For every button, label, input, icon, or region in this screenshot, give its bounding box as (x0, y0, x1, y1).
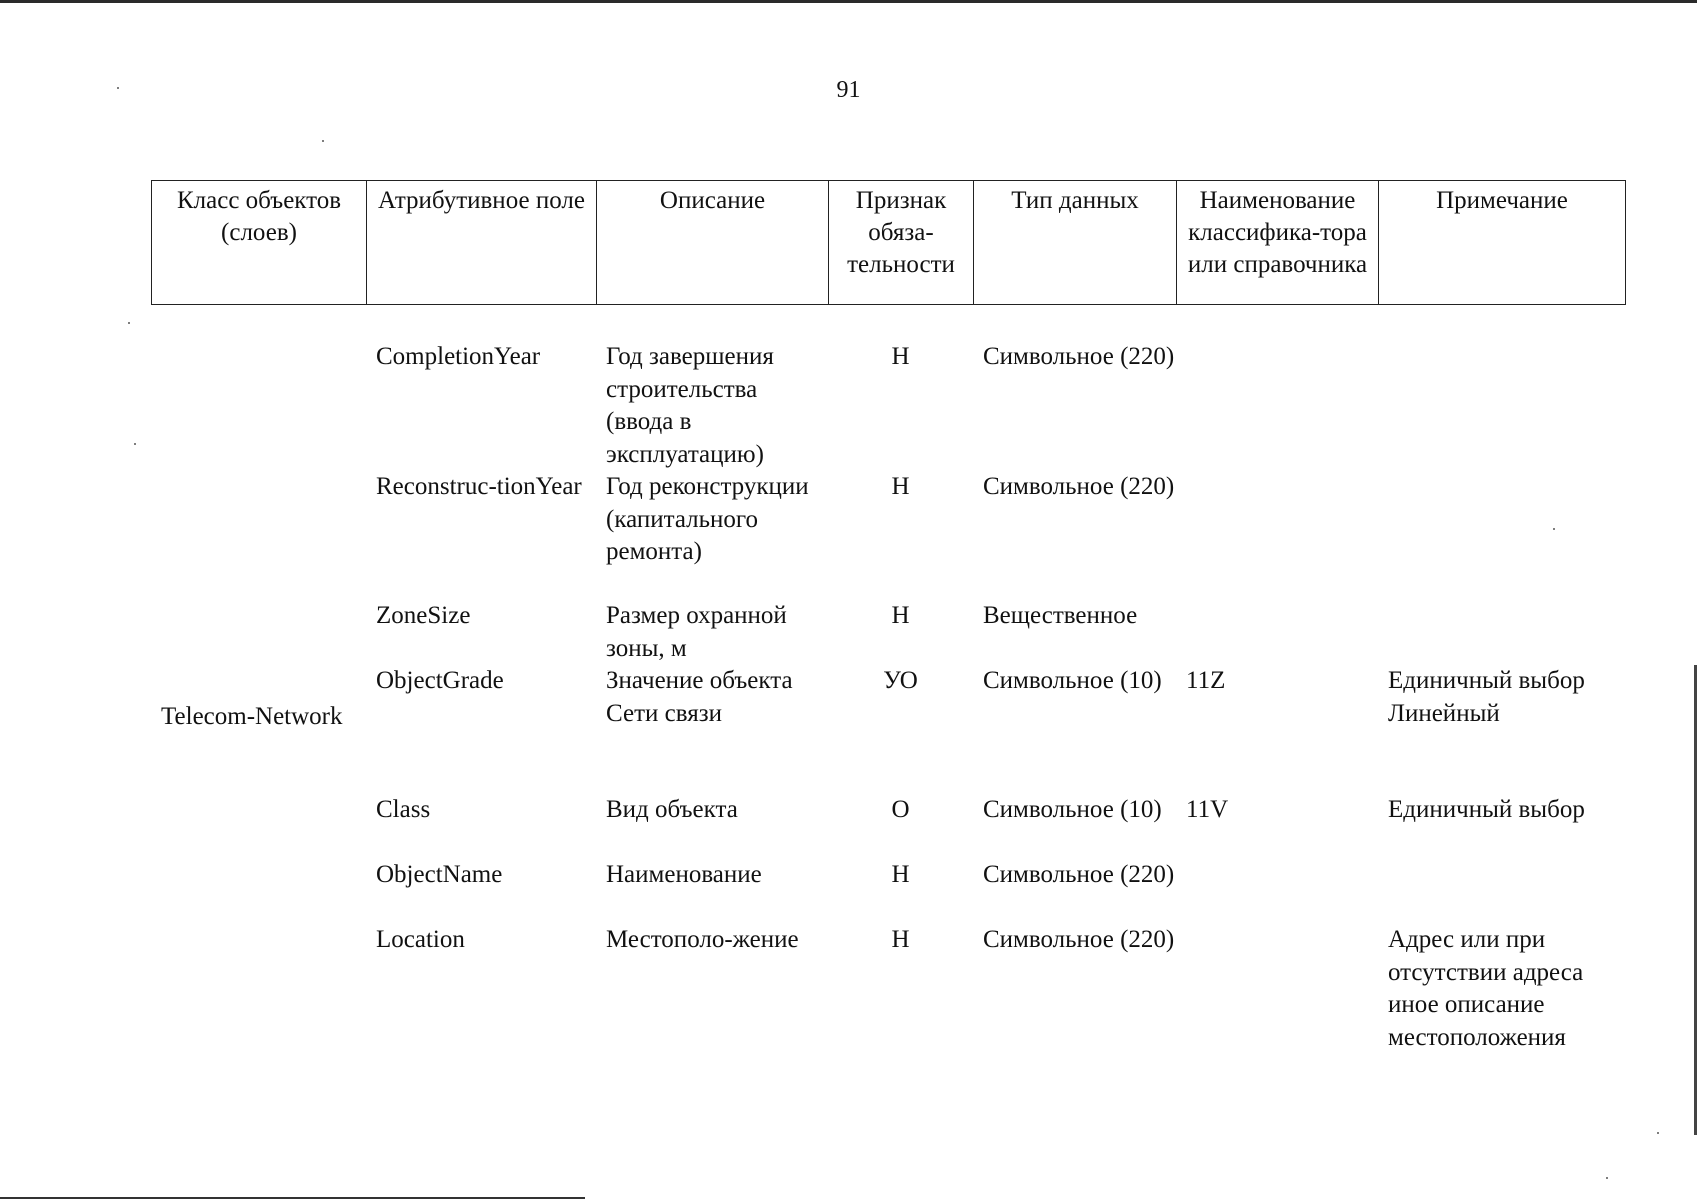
field-cell: Reconstruc-tionYear (376, 473, 582, 500)
header-attribute-field: Атрибутивное поле (367, 181, 597, 305)
data-type-cell: Символьное (220) (983, 926, 1175, 953)
note-cell (1378, 859, 1625, 924)
table-row (151, 471, 1625, 600)
scan-speck (128, 322, 130, 324)
classifier-cell (1176, 341, 1378, 471)
data-type-cell: Символьное (220) (983, 861, 1175, 888)
description-cell: Наименование (606, 861, 762, 888)
description-cell: Вид объекта (606, 796, 738, 823)
note-cell: Адрес или при отсутствии адреса иное описание местоположения (1388, 926, 1584, 1051)
note-cell (1378, 600, 1625, 665)
scan-speck (117, 87, 119, 89)
description-cell: Год завершения строительства (ввода в эксплуатацию) (606, 343, 774, 468)
table-row (151, 341, 1625, 471)
field-cell: ZoneSize (376, 602, 471, 629)
scan-speck (322, 140, 324, 142)
classifier-cell (1176, 471, 1378, 600)
classifier-cell: 11Z (1186, 667, 1226, 694)
mandatory-cell: УО (883, 667, 918, 694)
scan-speck (134, 443, 136, 445)
table-body (151, 341, 1625, 1054)
data-type-cell: Символьное (220) (983, 473, 1175, 500)
data-type-cell: Вещественное (983, 602, 1138, 629)
note-cell: Единичный выбор (1388, 796, 1585, 823)
classifier-cell (1176, 859, 1378, 924)
table-row (151, 665, 1625, 794)
header-data-type: Тип данных (974, 181, 1177, 305)
classifier-cell: 11V (1186, 796, 1229, 823)
data-type-cell: Символьное (220) (983, 343, 1175, 370)
mandatory-cell: Н (891, 473, 910, 500)
header-mandatory: Признак обяза-тельности (829, 181, 974, 305)
field-cell: ObjectGrade (376, 667, 504, 694)
field-cell: ObjectName (376, 861, 503, 888)
table-row (151, 859, 1625, 924)
object-class-cell: Telecom-Network (161, 703, 343, 731)
note-cell (1378, 471, 1625, 600)
field-cell: Location (376, 926, 465, 953)
header-row (152, 181, 1626, 305)
header-classifier: Наименование классифика-тора или справочника (1177, 181, 1379, 305)
note-cell (1378, 341, 1625, 471)
mandatory-cell: Н (891, 343, 910, 370)
scan-speck (1606, 1177, 1608, 1179)
mandatory-cell: Н (891, 602, 910, 629)
note-cell: Единичный выбор Линейный (1388, 667, 1585, 727)
field-cell: CompletionYear (376, 343, 541, 370)
bottom-footnote-rule (0, 1197, 585, 1199)
table-row (151, 794, 1625, 859)
table-row (151, 600, 1625, 665)
mandatory-cell: Н (891, 861, 910, 888)
description-cell: Год реконструкции (капитального ремонта) (606, 473, 809, 565)
description-cell: Размер охранной зоны, м (606, 602, 787, 662)
classifier-cell (1176, 600, 1378, 665)
page-number: 91 (836, 77, 861, 103)
field-cell: Class (376, 796, 431, 823)
classifier-cell (1176, 924, 1378, 1054)
description-cell: Значение объекта Сети связи (606, 667, 793, 727)
mandatory-cell: О (891, 796, 910, 823)
header-note: Примечание (1379, 181, 1626, 305)
scan-speck (1657, 1132, 1659, 1134)
header-object-class: Класс объектов (слоев) (152, 181, 367, 305)
table-row (151, 924, 1625, 1054)
table-header (151, 180, 1626, 305)
header-description: Описание (597, 181, 829, 305)
mandatory-cell: Н (891, 926, 910, 953)
data-type-cell: Символьное (10) (983, 667, 1162, 694)
scan-speck (1553, 528, 1555, 530)
top-page-rule (0, 0, 1697, 3)
description-cell: Местополо-жение (606, 926, 799, 953)
data-type-cell: Символьное (10) (983, 796, 1162, 823)
